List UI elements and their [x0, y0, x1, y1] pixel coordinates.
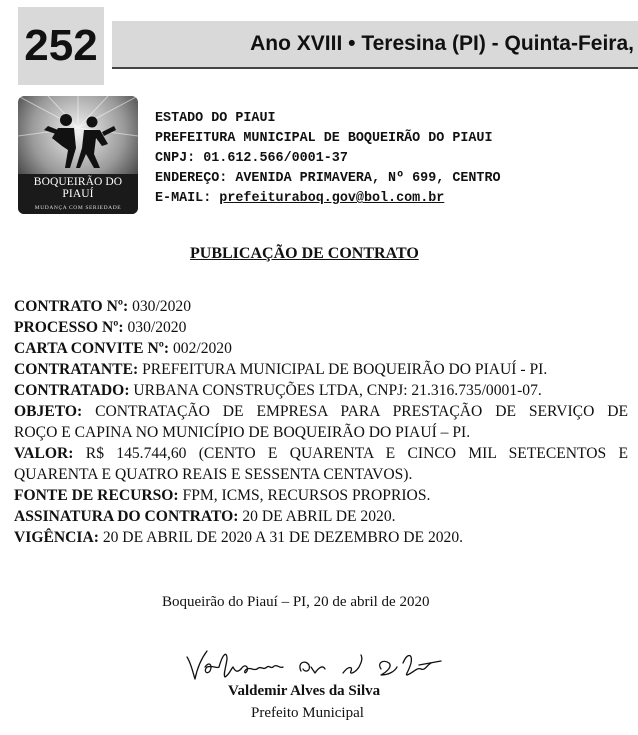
contract-number-value: 030/2020 — [132, 298, 191, 315]
invitation-letter-row — [14, 338, 628, 359]
signing-date-label: ASSINATURA DO CONTRATO: — [14, 508, 239, 525]
org-email-row — [155, 189, 501, 209]
validity-row — [14, 527, 628, 548]
value-label: VALOR: — [14, 445, 74, 462]
edition-line: Ano XVIII • Teresina (PI) - Quinta-Feira, — [250, 32, 634, 55]
signing-date-value: 20 DE ABRIL DE 2020. — [242, 508, 396, 525]
contract-number-label: CONTRATO Nº: — [14, 298, 129, 315]
signing-date-row — [14, 506, 628, 527]
value-amount-line-2: QUARENTA E QUATRO REAIS E SESSENTA CENTAVOS). — [14, 466, 413, 483]
contracted-row — [14, 380, 628, 401]
page-number: 252 — [24, 21, 98, 70]
invitation-letter-label: CARTA CONVITE Nº: — [14, 340, 170, 357]
funding-source-value: FPM, ICMS, RECURSOS PROPRIOS. — [182, 487, 431, 504]
org-email-link[interactable]: prefeituraboq.gov@bol.com.br — [219, 191, 445, 206]
org-state: ESTADO DO PIAUI — [155, 111, 276, 126]
org-address: ENDEREÇO: AVENIDA PRIMAVERA, Nº 699, CENTRO — [155, 171, 501, 186]
org-cnpj: CNPJ: 01.612.566/0001-37 — [155, 151, 348, 166]
logo-tagline: MUDANÇA COM SERIEDADE — [34, 205, 122, 211]
value-row-line-1 — [14, 443, 628, 464]
process-number-label: PROCESSO Nº: — [14, 319, 124, 336]
place-and-date: Boqueirão do Piauí – PI, 20 de abril de 2020 — [162, 594, 430, 610]
object-value-line-1: CONTRATAÇÃO DE EMPRESA PARA PRESTAÇÃO DE SERVIÇO DE — [95, 403, 628, 420]
contracted-label: CONTRATADO: — [14, 382, 130, 399]
edition-header-bar — [112, 21, 638, 69]
contractor-row — [14, 359, 628, 380]
object-row-line-1 — [14, 401, 628, 422]
signer-role: Prefeito Municipal — [251, 705, 364, 721]
handwritten-signature — [183, 645, 453, 687]
logo-name: BOQUEIRÃO DO PIAUÍ — [33, 176, 123, 200]
org-email-label: E-MAIL: — [155, 191, 212, 206]
publication-title: PUBLICAÇÃO DE CONTRATO — [190, 245, 419, 262]
contractor-value: PREFEITURA MUNICIPAL DE BOQUEIRÃO DO PIAUÍ - PI. — [142, 361, 548, 378]
value-amount-line-1: R$ 145.744,60 (CENTO E QUARENTA E CINCO MIL SETECENTOS E — [85, 445, 628, 462]
funding-source-label: FONTE DE RECURSO: — [14, 487, 179, 504]
process-number-value: 030/2020 — [127, 319, 187, 336]
validity-label: VIGÊNCIA: — [14, 529, 99, 546]
validity-value: 20 DE ABRIL DE 2020 A 31 DE DEZEMBRO DE 2020. — [102, 529, 464, 546]
object-label: OBJETO: — [14, 403, 83, 420]
page-number-box — [18, 7, 104, 85]
municipality-logo — [18, 96, 138, 214]
organization-block — [155, 109, 501, 209]
funding-source-row — [14, 485, 628, 506]
signer-name: Valdemir Alves da Silva — [228, 683, 381, 699]
contract-details — [14, 296, 628, 548]
object-value-line-2: ROÇO E CAPINA NO MUNICÍPIO DE BOQUEIRÃO DO PIAUÍ – PI. — [14, 424, 471, 441]
contract-number-row — [14, 296, 628, 317]
invitation-letter-value: 002/2020 — [172, 340, 232, 357]
contracted-value: URBANA CONSTRUÇÕES LTDA, CNPJ: 21.316.735/0001-07. — [133, 382, 542, 399]
contractor-label: CONTRATANTE: — [14, 361, 139, 378]
process-number-row — [14, 317, 628, 338]
org-prefecture: PREFEITURA MUNICIPAL DE BOQUEIRÃO DO PIAUI — [155, 131, 493, 146]
